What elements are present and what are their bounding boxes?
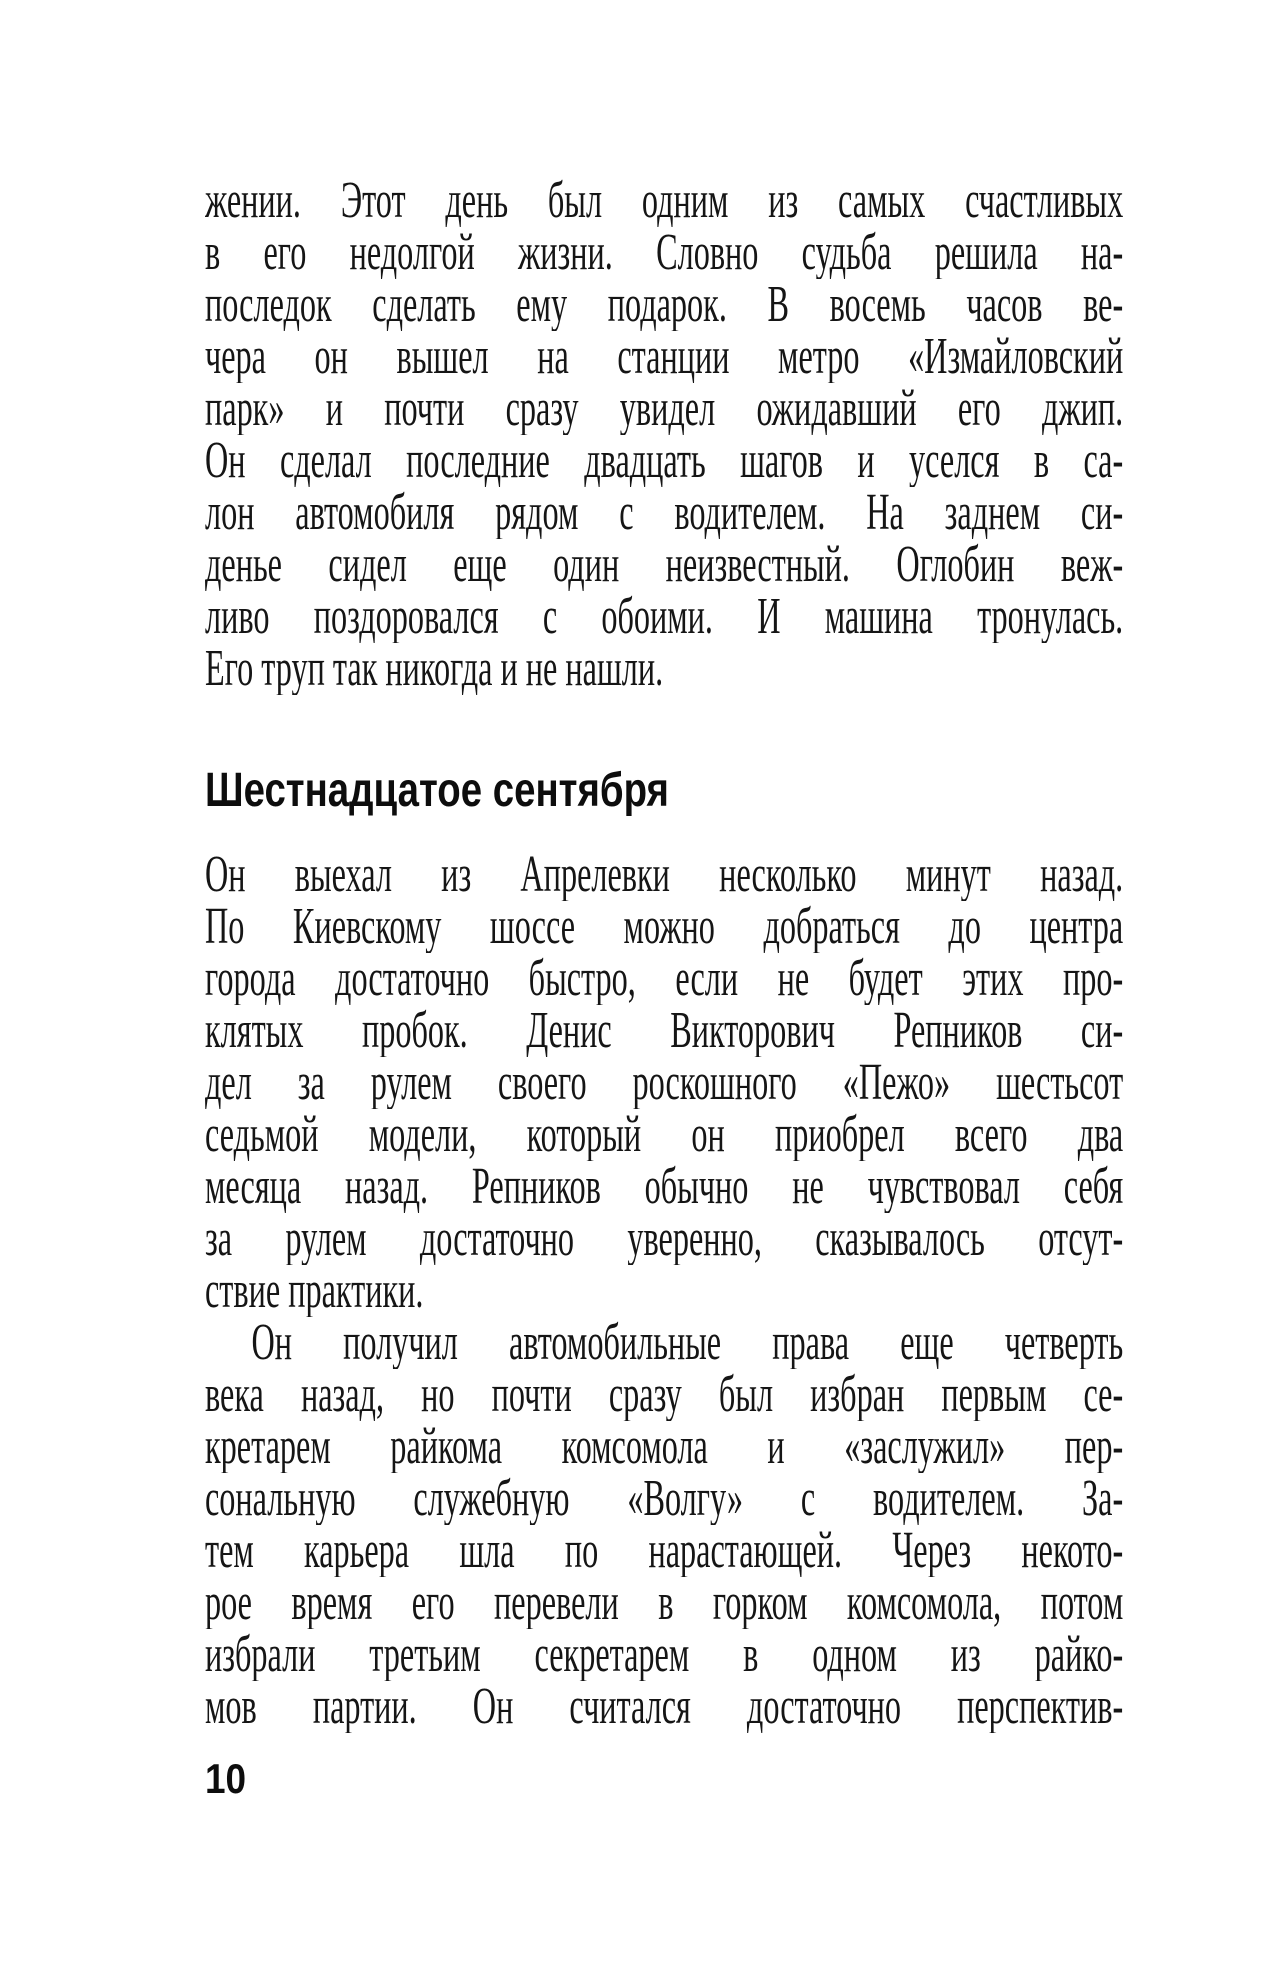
text-line: за рулем достаточно уверенно, сказывалось отсут- — [205, 1213, 1124, 1265]
text-line: кретарем райкома комсомола и «заслужил» пер- — [205, 1421, 1124, 1473]
text-line: Он выехал из Апрелевки несколько минут назад. — [205, 849, 1124, 901]
text-line: века назад, но почти сразу был избран первым се- — [205, 1369, 1124, 1421]
text-line: дел за рулем своего роскошного «Пежо» шестьсот — [205, 1057, 1124, 1109]
text-line: сональную служебную «Волгу» с водителем. За- — [205, 1473, 1124, 1525]
text-line: чера он вышел на станции метро «Измайловский — [205, 331, 1124, 383]
text-line: клятых пробок. Денис Викторович Репников си- — [205, 1005, 1124, 1057]
paragraph-continuation — [205, 175, 1123, 695]
text-line: седьмой модели, который он приобрел всего два — [205, 1109, 1124, 1161]
text-line: парк» и почти сразу увидел ожидавший его джип. — [205, 383, 1124, 435]
text-line: Он сделал последние двадцать шагов и уселся в са- — [205, 435, 1124, 487]
text-line: Его труп так никогда и не нашли. — [205, 643, 664, 695]
text-line: мов партии. Он считался достаточно перспектив- — [205, 1681, 1124, 1733]
text-line: месяца назад. Репников обычно не чувствовал себя — [205, 1161, 1124, 1213]
text-line: избрали третьим секретарем в одном из райко- — [205, 1629, 1124, 1681]
text-line: в его недолгой жизни. Словно судьба решила на- — [205, 227, 1124, 279]
text-line: последок сделать ему подарок. В восемь часов ве- — [205, 279, 1124, 331]
text-line: тем карьера шла по нарастающей. Через некото- — [205, 1525, 1124, 1577]
text-line: города достаточно быстро, если не будет этих про- — [205, 953, 1124, 1005]
section-heading: Шестнадцатое сентября — [205, 764, 669, 817]
paragraph-body — [205, 1317, 1123, 1733]
text-line: По Киевскому шоссе можно добраться до центра — [205, 901, 1124, 953]
text-line: ливо поздоровался с обоими. И машина тронулась. — [205, 591, 1124, 643]
text-line: жении. Этот день был одним из самых счастливых — [205, 175, 1124, 227]
text-line: денье сидел еще один неизвестный. Оглобин веж- — [205, 539, 1124, 591]
text-line: рое время его перевели в горком комсомола, потом — [205, 1577, 1124, 1629]
text-line: Он получил автомобильные права еще четверть — [251, 1317, 1124, 1369]
paragraph-body — [205, 849, 1123, 1317]
text-line: ствие практики. — [205, 1265, 424, 1317]
page-number: 10 — [205, 1755, 247, 1802]
text-line: лон автомобиля рядом с водителем. На заднем си- — [205, 487, 1124, 539]
